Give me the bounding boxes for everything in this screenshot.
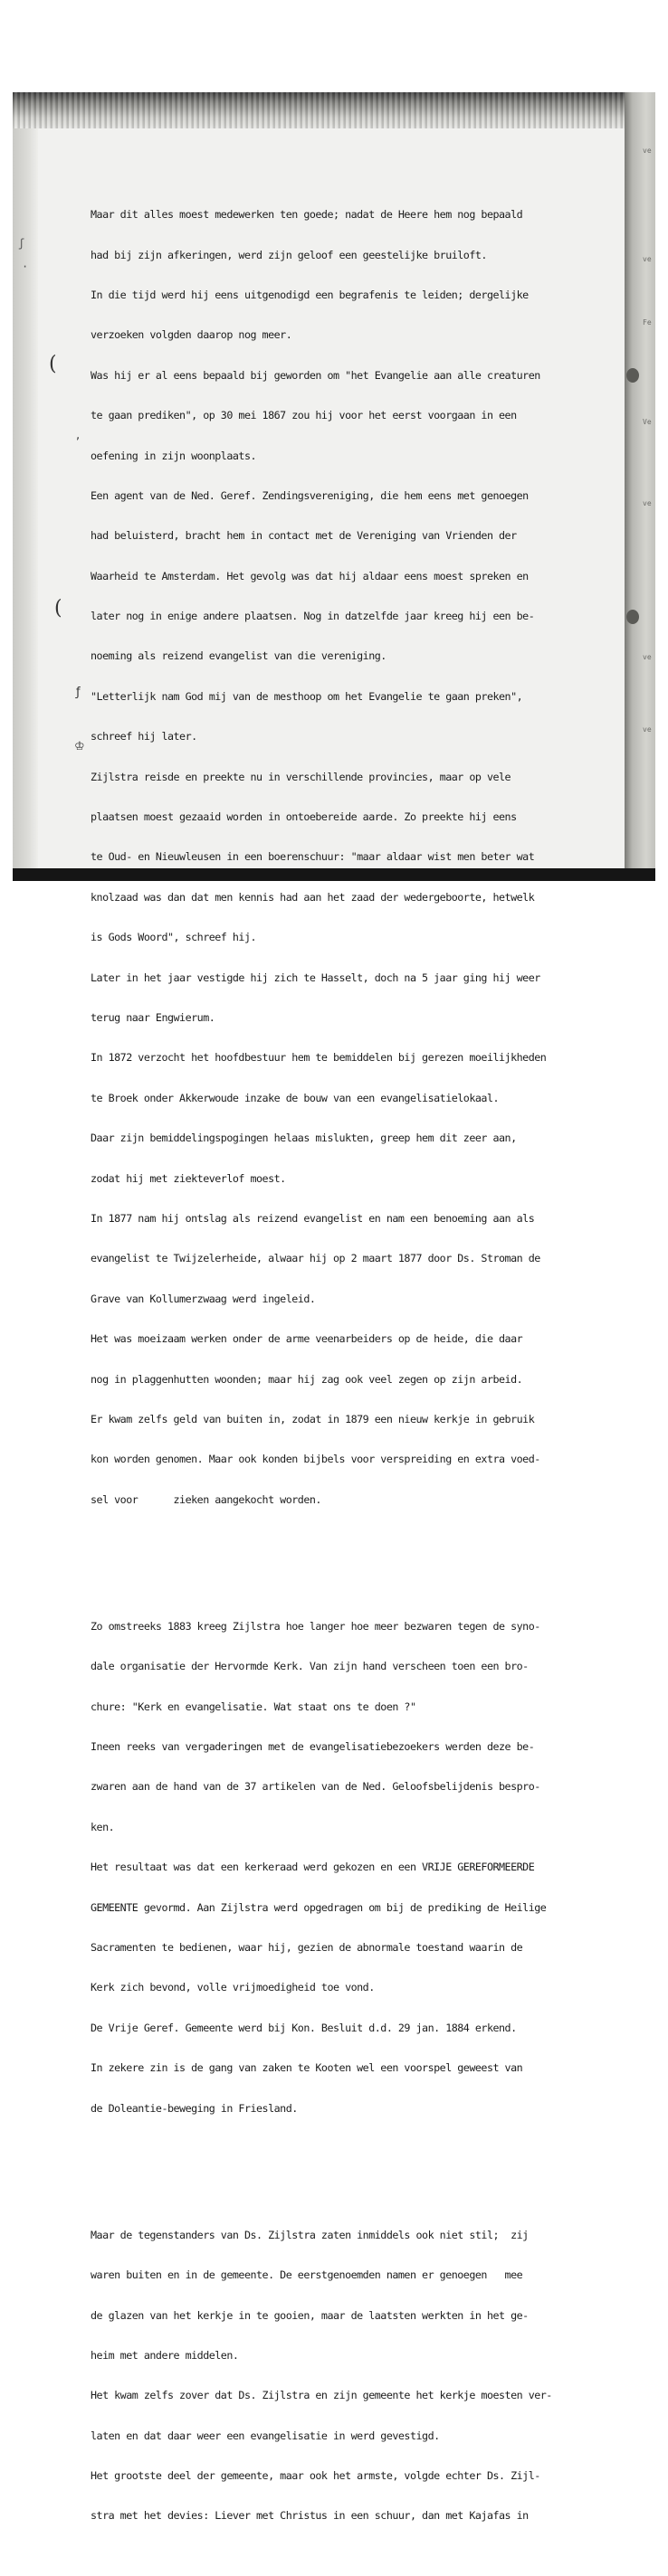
text-line: Later in het jaar vestigde hij zich te Hasselt, doch na 5 jaar ging hij weer	[91, 971, 540, 984]
text-line: kon worden genomen. Maar ook konden bijbels voor verspreiding en extra voed-	[91, 1453, 540, 1466]
text-line: Sacramenten te bedienen, waar hij, gezien de abnormale toestand waarin de	[91, 1940, 523, 1954]
bleed-text: ve	[643, 725, 652, 734]
text-line: Was hij er al eens bepaald bij geworden om "het Evangelie aan alle creaturen	[91, 368, 540, 382]
margin-mark: ·	[22, 260, 29, 273]
text-line: Kerk zich bevond, volle vrijmoedigheid toe vond.	[91, 1981, 375, 1994]
text-line: Daar zijn bemiddelingspogingen helaas mislukten, greep hem dit zeer aan,	[91, 1132, 517, 1145]
left-page-edge	[13, 92, 38, 881]
text-line: de Doleantie-beweging in Friesland.	[91, 2101, 298, 2115]
pencil-mark: ƒ	[76, 686, 81, 699]
typed-text	[91, 155, 626, 2576]
pencil-mark: ♔	[74, 740, 85, 753]
text-line: Het kwam zelfs zover dat Ds. Zijlstra en zijn gemeente het kerkje moesten ver-	[91, 2389, 552, 2402]
text-line: Zijlstra reisde en preekte nu in verschillende provincies, maar op vele	[91, 770, 511, 783]
text-line: te Broek onder Akkerwoude inzake de bouw van een evangelisatielokaal.	[91, 1091, 500, 1104]
text-line: Ineen reeks van vergaderingen met de evangelisatiebezoekers werden deze be-	[91, 1740, 535, 1754]
bleed-text: Ve	[643, 418, 652, 426]
text-line: later nog in enige andere plaatsen. Nog in datzelfde jaar kreeg hij een be-	[91, 610, 535, 623]
text-line: waren buiten en in de gemeente. De eerstgenoemden namen er genoegen mee	[91, 2268, 523, 2282]
text-line: Grave van Kollumerzwaag werd ingeleid.	[91, 1292, 316, 1305]
bleed-text: ve	[643, 255, 652, 263]
text-line: Een agent van de Ned. Geref. Zendingsvereniging, die hem eens met genoegen	[91, 488, 529, 502]
text-line: is Gods Woord", schreef hij.	[91, 931, 257, 944]
text-line: te Oud- en Nieuwleusen in een boerenschuur: "maar aldaar wist men beter wat	[91, 850, 535, 864]
text-line: Waarheid te Amsterdam. Het gevolg was dat hij aldaar eens moest spreken en	[91, 569, 529, 582]
right-page-edge	[625, 92, 655, 881]
text-line: "Letterlijk nam God mij van de mesthoop om het Evangelie te gaan preken",	[91, 689, 523, 703]
text-line: terug naar Engwierum.	[91, 1011, 215, 1024]
text-line: chure: "Kerk en evangelisatie. Wat staat ons te doen ?"	[91, 1700, 416, 1713]
text-line: de glazen van het kerkje in te gooien, maar de laatsten werkten in het ge-	[91, 2308, 529, 2322]
text-line: nog in plaggenhutten woonden; maar hij zag ook veel zegen op zijn arbeid.	[91, 1372, 523, 1386]
text-line: Het grootste deel der gemeente, maar ook het armste, volgde echter Ds. Zijl-	[91, 2469, 540, 2483]
text-line: In 1877 nam hij ontslag als reizend evangelist en nam een benoeming aan als	[91, 1211, 535, 1225]
text-line: laten en dat daar weer een evangelisatie in werd gevestigd.	[91, 2429, 440, 2442]
pencil-mark: ,	[76, 429, 81, 442]
bleed-text: ve	[643, 499, 652, 507]
text-line: GEMEENTE gevormd. Aan Zijlstra werd opgedragen om bij de prediking de Heilige	[91, 1900, 547, 1914]
bleed-text: ve	[643, 147, 652, 155]
text-line: In die tijd werd hij eens uitgenodigd een begrafenis te leiden; dergelijke	[91, 288, 529, 301]
text-line: Het resultaat was dat een kerkeraad werd gekozen en een VRIJE GEREFORMEERDE	[91, 1861, 535, 1874]
bleed-text: ve	[643, 653, 652, 661]
text-line: zwaren aan de hand van de 37 artikelen van de Ned. Geloofsbelijdenis bespro-	[91, 1780, 540, 1794]
margin-bracket: (	[49, 353, 57, 375]
margin-bracket: (	[54, 597, 62, 620]
text-line: stra met het devies: Liever met Christus in een schuur, dan met Kajafas in	[91, 2509, 529, 2523]
text-line: had bij zijn afkeringen, werd zijn geloof een geestelijke bruiloft.	[91, 248, 487, 261]
text-line: oefening in zijn woonplaats.	[91, 449, 257, 462]
text-line: ken.	[91, 1820, 115, 1833]
punch-hole	[626, 610, 639, 624]
text-line: knolzaad was dan dat men kennis had aan het zaad der wedergeboorte, hetwelk	[91, 890, 535, 904]
scan-top-edge	[13, 92, 655, 128]
margin-mark: ʃ	[18, 237, 25, 250]
text-line: had beluisterd, bracht hem in contact met de Vereniging van Vrienden der	[91, 529, 517, 543]
text-line: zodat hij met ziekteverlof moest.	[91, 1171, 286, 1185]
paragraph-1	[91, 182, 626, 1533]
bleed-text: Fe	[643, 318, 652, 327]
text-line: te gaan prediken", op 30 mei 1867 zou hij voor het eerst voorgaan in een	[91, 409, 517, 422]
text-line: schreef hij later.	[91, 730, 197, 743]
text-line: Er kwam zelfs geld van buiten in, zodat in 1879 een nieuw kerkje in gebruik	[91, 1412, 535, 1425]
text-line: evangelist te Twijzelerheide, alwaar hij op 2 maart 1877 door Ds. Stroman de	[91, 1252, 540, 1265]
text-line: sel voor zieken aangekocht worden.	[91, 1492, 321, 1506]
text-line: Zo omstreeks 1883 kreeg Zijlstra hoe langer hoe meer bezwaren tegen de syno-	[91, 1619, 540, 1633]
paragraph-3	[91, 2202, 626, 2550]
punch-hole	[626, 368, 639, 383]
text-line: heim met andere middelen.	[91, 2348, 239, 2362]
text-line: Het was moeizaam werken onder de arme veenarbeiders op de heide, die daar	[91, 1332, 523, 1346]
text-line: verzoeken volgden daarop nog meer.	[91, 328, 292, 342]
text-line: plaatsen moest gezaaid worden in ontoebereide aarde. Zo preekte hij eens	[91, 810, 517, 824]
text-line: Maar dit alles moest medewerken ten goede; nadat de Heere hem nog bepaald	[91, 208, 523, 222]
text-line: noeming als reizend evangelist van die vereniging.	[91, 649, 386, 663]
text-line: In zekere zin is de gang van zaken te Kooten wel een voorspel geweest van	[91, 2061, 523, 2075]
text-line: Maar de tegenstanders van Ds. Zijlstra zaten inmiddels ook niet stil; zij	[91, 2228, 529, 2241]
text-line: In 1872 verzocht het hoofdbestuur hem te bemiddelen bij gerezen moeilijkheden	[91, 1051, 547, 1065]
text-line: De Vrije Geref. Gemeente werd bij Kon. Besluit d.d. 29 jan. 1884 erkend.	[91, 2021, 517, 2034]
paragraph-2	[91, 1593, 626, 2142]
text-line: dale organisatie der Hervormde Kerk. Van zijn hand verscheen toen een bro-	[91, 1660, 529, 1673]
